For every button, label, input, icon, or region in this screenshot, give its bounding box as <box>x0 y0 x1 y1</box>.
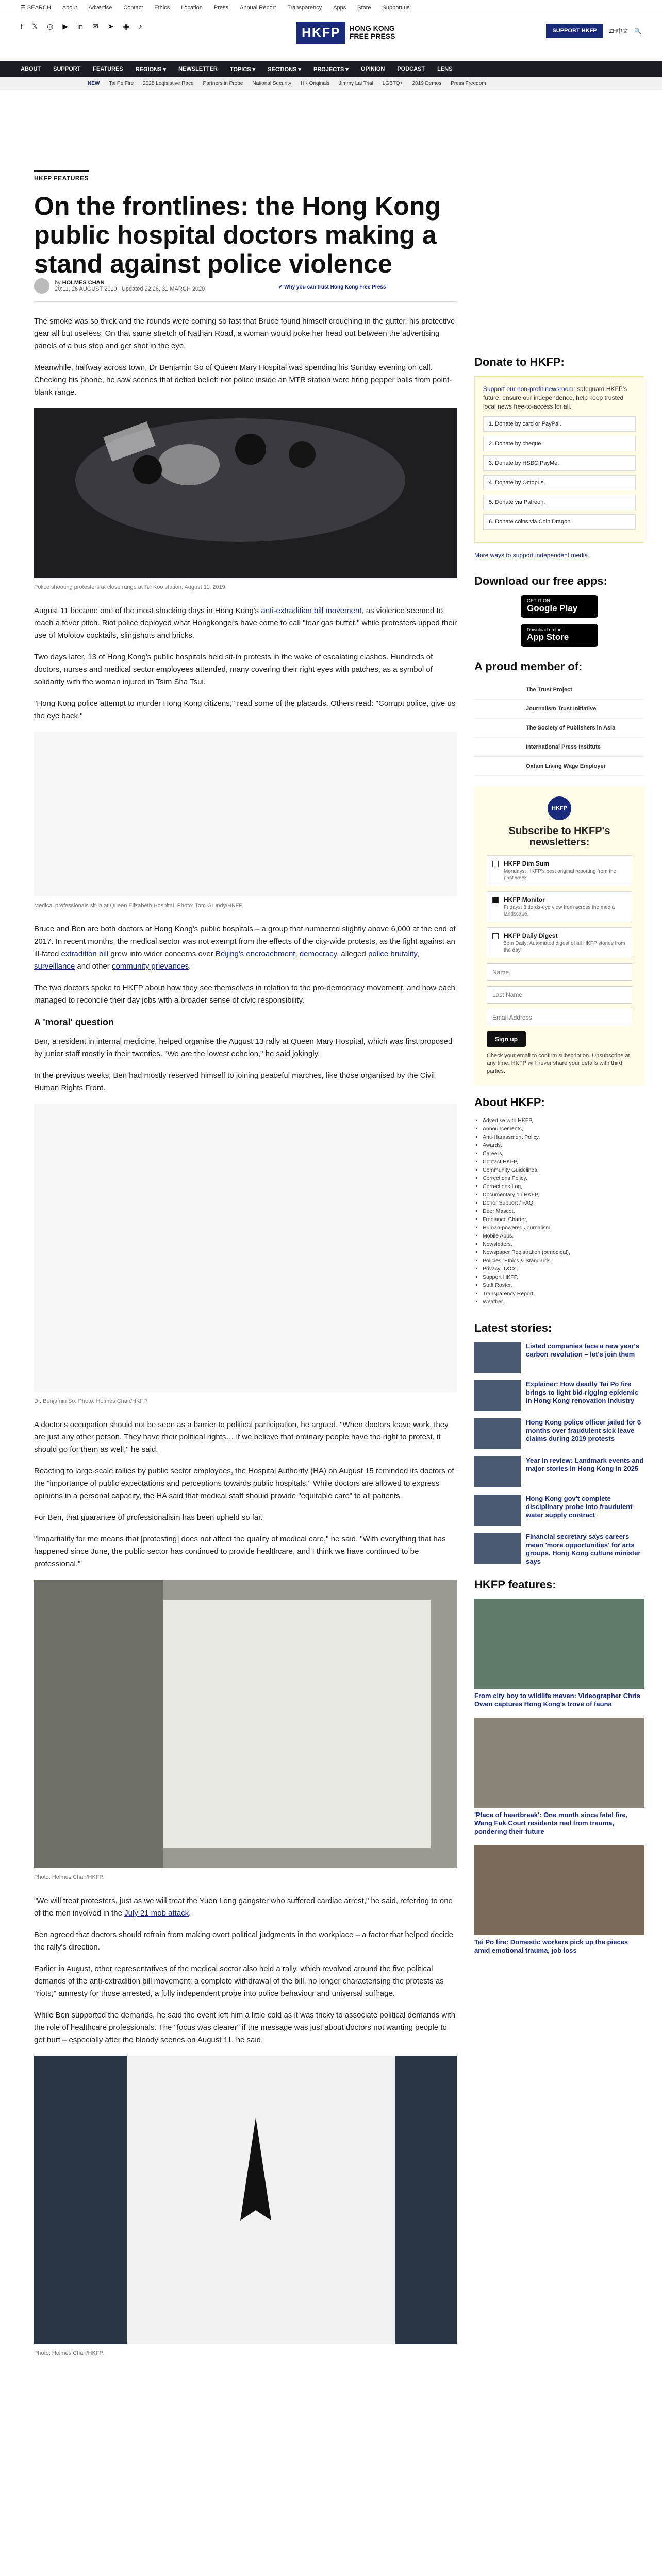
about-link[interactable]: • Weather. <box>483 1298 644 1306</box>
trending-link[interactable]: 2025 Legislative Race <box>143 80 194 87</box>
donate-option[interactable]: 3. Donate by HSBC PayMe. <box>483 455 636 471</box>
top-link[interactable]: Press <box>213 4 228 11</box>
rss-icon[interactable]: ◉ <box>123 22 129 30</box>
top-link[interactable]: About <box>62 4 77 11</box>
newsletter-box <box>474 786 644 1086</box>
feature-image <box>474 1845 644 1935</box>
about-link[interactable]: • Anti-Harassment Policy, <box>483 1133 644 1141</box>
paragraph: Meanwhile, halfway across town, Dr Benjamin So of Queen Mary Hospital was spending his Sunday evening on call. Checking his phone, he saw scenes that defied belief: riot police inside an MTR station were firing pepper balls from point-blank range. <box>34 363 452 397</box>
protest-photo <box>34 408 457 578</box>
trending-link[interactable]: Press Freedom <box>451 80 486 87</box>
linkedin-icon[interactable]: in <box>77 22 84 30</box>
trending-link[interactable]: LGBTQ+ <box>382 80 403 87</box>
about-link[interactable]: • Awards, <box>483 1141 644 1149</box>
top-link[interactable]: Location <box>181 4 203 11</box>
first-name-input[interactable] <box>487 963 632 981</box>
donate-option[interactable]: 2. Donate by cheque. <box>483 436 636 451</box>
author-info: by HOLMES CHAN 20:11, 26 AUGUST 2019 Updated 22:26, 31 MARCH 2020 <box>55 280 205 292</box>
byline <box>34 278 205 294</box>
about-link[interactable]: • Advertise with HKFP, <box>483 1116 644 1125</box>
photo-caption: Medical professionals sit-in at Queen Elizabeth Hospital. Photo: Tom Grundy/HKFP. <box>34 903 244 909</box>
paragraph: Two days later, 13 of Hong Kong's public hospitals held sit-in protests in the wake of escalating clashes. Hundreds of doctors, nurses and medical sector employees attended, many covering their right eyes with patches, as a symbol of solidarity with the woman injured in Tsim Sha Tsui. <box>34 653 433 686</box>
checkbox[interactable] <box>492 897 499 903</box>
top-link[interactable]: Annual Report <box>239 4 276 11</box>
about-link[interactable]: • Transparency Report, <box>483 1290 644 1298</box>
about-link[interactable]: • Careers, <box>483 1149 644 1158</box>
site-logo[interactable] <box>296 19 405 46</box>
inline-link[interactable]: community grievances <box>111 962 189 971</box>
member-logo[interactable]: The Society of Publishers in Asia <box>474 719 644 738</box>
google-play-button[interactable]: GET IT ON Google Play <box>521 595 598 618</box>
checkbox[interactable] <box>492 933 499 939</box>
trending-link[interactable]: HK Originals <box>300 80 330 87</box>
donate-lead-link[interactable]: Support our non-profit newsroom <box>483 385 574 393</box>
about-link[interactable]: • Documentary on HKFP, <box>483 1191 644 1199</box>
nav-item[interactable]: PODCAST <box>397 66 425 72</box>
nav-item[interactable]: FEATURES <box>93 66 123 72</box>
story-thumbnail <box>474 1533 521 1564</box>
about-link[interactable]: • Freelance Charter, <box>483 1215 644 1224</box>
trust-link[interactable]: ✔ Why you can trust Hong Kong Free Press <box>278 284 386 290</box>
story-thumbnail <box>474 1342 521 1373</box>
top-links <box>21 4 410 11</box>
nav-item[interactable]: SECTIONS ▾ <box>268 66 301 73</box>
member-logo[interactable]: Journalism Trust Initiative <box>474 700 644 719</box>
about-link[interactable]: • Policies, Ethics & Standards, <box>483 1257 644 1265</box>
inline-link[interactable]: Beijing's encroachment <box>215 950 295 958</box>
top-link[interactable]: Apps <box>333 4 346 11</box>
feature-story[interactable]: Tai Po fire: Domestic workers pick up the pieces amid emotional trauma, job loss <box>474 1845 644 1955</box>
donate-heading: Donate to HKFP: <box>474 355 565 368</box>
feature-image <box>474 1599 644 1689</box>
latest-story[interactable]: Hong Kong police officer jailed for 6 months over fraudulent sick leave claims during 2019 protests <box>474 1418 644 1449</box>
article-photo <box>34 1104 457 1392</box>
trending-link[interactable]: National Security <box>252 80 291 87</box>
checkbox[interactable] <box>492 861 499 867</box>
donate-options <box>483 416 636 530</box>
donate-more-link[interactable]: More ways to support independent media. <box>474 552 590 559</box>
inline-link[interactable]: democracy <box>299 950 337 958</box>
newsletter-option[interactable]: HKFP Daily Digest 5pm Daily: Automated digest of all HKFP stories from the day. <box>487 927 632 958</box>
top-link[interactable]: Store <box>357 4 371 11</box>
nav-item[interactable]: PROJECTS ▾ <box>313 66 349 73</box>
instagram-icon[interactable]: ◎ <box>47 22 54 30</box>
article-photo <box>34 1580 457 1868</box>
latest-story[interactable]: Hong Kong gov't complete disciplinary probe into fraudulent water supply contract <box>474 1495 644 1526</box>
x-icon[interactable]: 𝕏 <box>31 22 38 30</box>
member-logo[interactable]: The Trust Project <box>474 681 644 700</box>
nav-item[interactable]: SUPPORT <box>53 66 81 72</box>
paragraph: Ben, a resident in internal medicine, helped organise the August 13 rally at Queen Mary Hospital, which was first proposed by junior staff mostly in their twenties. "We are the lowest echelon," he said jokingly. <box>34 1037 453 1058</box>
subscribe-note: Check your email to confirm subscription. Unsubscribe at any time. HKFP will never share your details with third parties. <box>487 1053 630 1074</box>
donate-option[interactable]: 5. Donate via Patreon. <box>483 495 636 510</box>
header-divider <box>34 301 457 302</box>
about-link[interactable]: • Newsletters, <box>483 1240 644 1248</box>
member-heading: A proud member of: <box>474 660 583 673</box>
app-store-button[interactable]: Download on the App Store <box>521 624 598 647</box>
last-name-input[interactable] <box>487 986 632 1004</box>
article-photo <box>34 408 457 578</box>
features-heading: HKFP features: <box>474 1578 556 1591</box>
top-link[interactable]: Ethics <box>154 4 170 11</box>
feature-image <box>474 1718 644 1808</box>
section-heading: A 'moral' question <box>34 1017 114 1027</box>
story-thumbnail <box>474 1380 521 1411</box>
paragraph: "Impartiality for me means that [protesting] does not affect the quality of medical care," he said. "With everything that has happened since June, the public sector has continued to provide healthcare, and I think we have continued to be professional." <box>34 1535 446 1568</box>
donate-option[interactable]: 4. Donate by Octopus. <box>483 475 636 490</box>
nav-item[interactable]: ABOUT <box>21 66 41 72</box>
paragraph: "Hong Kong police attempt to murder Hong Kong citizens," read some of the placards. Others read: "Corrupt police, give us the eye back." <box>34 699 456 720</box>
article-category[interactable]: HKFP FEATURES <box>34 170 89 182</box>
about-link[interactable]: • Donor Support / FAQ, <box>483 1199 644 1207</box>
latest-story[interactable]: Year in review: Landmark events and major stories in Hong Kong in 2025 <box>474 1456 644 1487</box>
paragraph: August 11 became one of the most shocking days in Hong Kong's anti-extradition bill movement, as violence seemed to reach a fever pitch. Riot police deployed what Hongkongers have come to call "tear gas buffet," while protesters upped their use of Molotov cocktails, slingshots and bricks. <box>34 606 457 640</box>
publish-date: 20:11, 26 AUGUST 2019 <box>55 286 117 292</box>
email-input[interactable] <box>487 1009 632 1026</box>
trending-link[interactable]: Jimmy Lai Trial <box>339 80 373 87</box>
about-link[interactable]: • Newspaper Registration (periodical), <box>483 1248 644 1257</box>
donate-box <box>474 376 644 543</box>
about-link[interactable]: • Announcements, <box>483 1125 644 1133</box>
new-badge: NEW <box>88 80 100 87</box>
donate-option[interactable]: 1. Donate by card or PayPal. <box>483 416 636 432</box>
top-link[interactable]: Support us <box>382 4 410 11</box>
paragraph: Earlier in August, other representatives of the medical sector also held a rally, which revolved around the five political demands of the anti-extradition bill movement: a complete withdrawal of the bill, no longer characterising the protests as "riots," amnesty for those arrested, a fully independent probe into police behaviour and universal suffrage. <box>34 1964 444 1998</box>
about-link[interactable]: • Privacy, T&Cs, <box>483 1265 644 1273</box>
trending-link[interactable]: 2019 Demos <box>412 80 442 87</box>
photo-caption: Dr. Benjamin So. Photo: Holmes Chan/HKFP. <box>34 1398 148 1404</box>
language-toggle[interactable]: ZH中文 <box>609 28 628 35</box>
photo-caption: Police shooting protesters at close range at Tai Koo station, August 11, 2019. <box>34 584 227 590</box>
story-thumbnail <box>474 1495 521 1526</box>
feature-story[interactable]: From city boy to wildlife maven: Videographer Chris Owen captures Hong Kong's trove of fauna <box>474 1599 644 1708</box>
nav-item[interactable]: REGIONS ▾ <box>135 66 167 73</box>
inline-link[interactable]: extradition bill <box>61 950 109 958</box>
latest-heading: Latest stories: <box>474 1321 552 1334</box>
paragraph: The two doctors spoke to HKFP about how they see themselves in relation to the pro-democracy movement, and how each managed to reconcile their day jobs with a broader sense of civic responsibility. <box>34 984 455 1005</box>
top-link[interactable]: Advertise <box>88 4 112 11</box>
apps-heading: Download our free apps: <box>474 574 607 587</box>
signup-button[interactable]: Sign up <box>487 1031 526 1047</box>
photo-caption: Photo: Holmes Chan/HKFP. <box>34 1874 104 1880</box>
facebook-icon[interactable]: f <box>21 22 23 30</box>
top-link[interactable]: Transparency <box>287 4 322 11</box>
about-link[interactable]: • Staff Roster, <box>483 1281 644 1290</box>
inline-link[interactable]: anti-extradition bill movement <box>261 606 362 615</box>
inline-link[interactable]: surveillance <box>34 962 75 971</box>
inline-link[interactable]: police brutality <box>368 950 417 958</box>
poster-photo <box>34 1580 457 1868</box>
newsletter-option[interactable]: HKFP Dim Sum Mondays: HKFP's best original reporting from the past week. <box>487 855 632 886</box>
donate-option[interactable]: 6. Donate coins via Coin Dragon. <box>483 514 636 530</box>
latest-story[interactable]: Listed companies face a new year's carbon revolution – let's join them <box>474 1342 644 1373</box>
ribbon-photo <box>34 2056 457 2344</box>
top-utility-bar <box>0 0 662 15</box>
telegram-icon[interactable]: ➤ <box>107 22 114 30</box>
paragraph: "We will treat protesters, just as we will treat the Yuen Long gangster who suffered cardiac arrest," he said, referring to one of the men involved in the July 21 mob attack. <box>34 1896 453 1918</box>
about-link[interactable]: • Mobile Apps, <box>483 1232 644 1240</box>
nav-item[interactable]: TOPICS ▾ <box>229 66 256 73</box>
paragraph: The smoke was so thick and the rounds were coming so fast that Bruce found himself crouching in the gutter, his protective gear all but useless. On that same stretch of Nathan Road, a woman would poke her head out between the advertising panels of a bus stop and get shot in the eye. <box>34 317 455 350</box>
header-actions <box>546 24 641 38</box>
paragraph: For Ben, that guarantee of professionalism has been upheld so far. <box>34 1513 263 1522</box>
story-thumbnail <box>474 1456 521 1487</box>
article-photo <box>34 2056 457 2344</box>
youtube-icon[interactable]: ▶ <box>62 22 69 30</box>
paragraph: A doctor's occupation should not be seen as a barrier to political participation, he argued. "When doctors leave work, they are just any other person. They have their political rights… if we believe that ordinary people have the right to protest, it should go for them as well," he said. <box>34 1420 449 1454</box>
about-link[interactable]: • Corrections Log, <box>483 1182 644 1191</box>
about-link[interactable]: • Deer Mascot, <box>483 1207 644 1215</box>
trending-bar <box>0 77 662 90</box>
about-list <box>474 1116 644 1306</box>
feature-story[interactable]: 'Place of heartbreak': One month since fatal fire, Wang Fuk Court residents reel from trauma, pondering their future <box>474 1718 644 1836</box>
about-link[interactable]: • Support HKFP, <box>483 1273 644 1281</box>
author-avatar <box>34 278 49 294</box>
photo-caption: Photo: Holmes Chan/HKFP. <box>34 2350 104 2357</box>
newsletter-heading: Subscribe to HKFP's newsletters: <box>508 825 610 848</box>
latest-story[interactable]: Financial secretary says careers mean 'more opportunities' for arts groups, Hong Kong culture minister says <box>474 1533 644 1566</box>
about-heading: About HKFP: <box>474 1096 545 1109</box>
search-icon[interactable]: 🔍 <box>634 28 641 35</box>
paragraph: Reacting to large-scale rallies by public sector employees, the Hospital Authority (HA) on August 15 reminded its doctors of the "importance of public expectations and perceptions towards public hospitals." While doctors are allowed to express opinions in a personal capacity, the HA said that medical staff should provide "equitable care" to all patients. <box>34 1467 454 1500</box>
support-button[interactable]: SUPPORT HKFP <box>546 24 603 38</box>
donate-lead: Support our non-profit newsroom: safeguard HKFP's future, ensure our independence, help keep trusted local news free-to-access for all. <box>483 385 627 410</box>
hkfp-badge: HKFP <box>548 796 571 820</box>
logo-mark: HKFP <box>296 22 345 44</box>
inline-link[interactable]: July 21 mob attack <box>124 1909 189 1918</box>
story-thumbnail <box>474 1418 521 1449</box>
top-link[interactable]: Contact <box>123 4 143 11</box>
about-link[interactable]: • Corrections Policy, <box>483 1174 644 1182</box>
logo-text: HONG KONG FREE PRESS <box>349 24 395 40</box>
nav-item[interactable]: OPINION <box>360 66 385 72</box>
article-body <box>34 315 457 2371</box>
paragraph: Ben agreed that doctors should refrain from making overt political judgments in the workplace – a factor that helped decide the rally's direction. <box>34 1930 453 1952</box>
sidebar <box>474 355 644 1964</box>
paragraph: While Ben supported the demands, he said the event left him a little cold as it was tricky to associate political demands with the role of healthcare professionals. The "focus was clearer" if the message was just about doctors not wanting people to get hurt – especially after the bloody scenes on August 11, he said. <box>34 2011 456 2044</box>
search-link[interactable]: ☰ SEARCH <box>21 5 51 11</box>
article-photo <box>34 732 457 896</box>
updated-date: Updated 22:26, 31 MARCH 2020 <box>121 286 205 292</box>
about-link[interactable]: • Contact HKFP, <box>483 1158 644 1166</box>
author-name[interactable]: HOLMES CHAN <box>62 280 105 286</box>
latest-story[interactable]: Explainer: How deadly Tai Po fire brings to light bid-rigging epidemic in Hong Kong renovation industry <box>474 1380 644 1411</box>
member-logo[interactable]: International Press Institute <box>474 738 644 757</box>
paragraph: Bruce and Ben are both doctors at Hong Kong's public hospitals – a group that numbered slightly above 6,000 at the end of 2017. In recent months, the medical sector was not exempt from the effects of the city-wide protests, as the fight against an ill-fated extradition bill grew into wider concerns over Beijing's encroachment, democracy, alleged police brutality, surveillance and other community grievances. <box>34 925 456 971</box>
podcast-icon[interactable]: ♪ <box>138 22 142 30</box>
about-link[interactable]: • Human-powered Journalism, <box>483 1224 644 1232</box>
mail-icon[interactable]: ✉ <box>92 22 98 30</box>
newsletter-option[interactable]: HKFP Monitor Fridays: 8 tlerds-eye view from across the media landscape. <box>487 891 632 922</box>
member-logos <box>474 681 644 776</box>
member-logo[interactable]: Oxfam Living Wage Employer <box>474 757 644 776</box>
paragraph: In the previous weeks, Ben had mostly reserved himself to joining peaceful marches, like those organised by the Civil Human Rights Front. <box>34 1071 435 1092</box>
trending-link[interactable]: Tai Po Fire <box>109 80 134 87</box>
main-nav <box>0 61 662 77</box>
trending-link[interactable]: Partners in Probe <box>203 80 243 87</box>
nav-item[interactable]: NEWSLETTER <box>178 66 218 72</box>
about-link[interactable]: • Community Guidelines, <box>483 1166 644 1174</box>
nav-item[interactable]: LENS <box>437 66 453 72</box>
article-title: On the frontlines: the Hong Kong public hospital doctors making a stand against police violence <box>34 192 441 278</box>
